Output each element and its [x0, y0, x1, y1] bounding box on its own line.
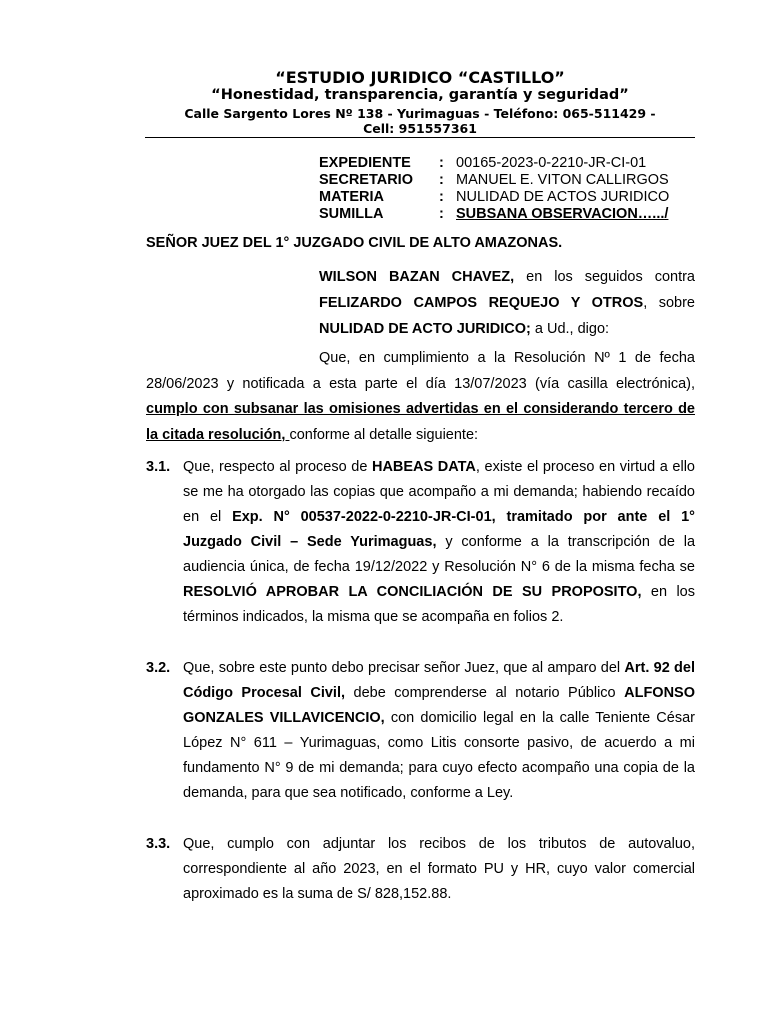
item-body	[183, 832, 695, 907]
body-paragraph	[146, 346, 695, 448]
paragraph-text: Que, en cumplimiento a la Resolución Nº 1 de fecha 28/06/2023 y notificada a esta parte el día 13/07/2023 (vía casilla electrónica),	[146, 350, 695, 392]
item-body	[183, 455, 695, 630]
item-bold-text: HABEAS DATA	[371, 459, 476, 475]
meta-colon: :	[439, 155, 444, 171]
intro-paragraph	[319, 264, 695, 342]
item-bold-text: RESOLVIÓ APROBAR LA CONCILIACIÓN DE SU PROPOSITO,	[183, 584, 642, 600]
defendant-name: FELIZARDO CAMPOS REQUEJO Y OTROS	[319, 295, 644, 311]
meta-key: MATERIA	[319, 189, 384, 205]
address-line-2: Cell: 951557361	[363, 121, 477, 136]
meta-key: EXPEDIENTE	[319, 155, 411, 171]
meta-value: MANUEL E. VITON CALLIRGOS	[456, 172, 669, 188]
matter-name: NULIDAD DE ACTO JURIDICO;	[319, 321, 531, 337]
item-text: y conforme a la transcripción de la audiencia única, de fecha 19/12/2022 y Resolución N° 6 de la misma fecha se	[183, 534, 696, 575]
meta-colon: :	[439, 189, 444, 205]
meta-key: SECRETARIO	[319, 172, 413, 188]
paragraph-emphasis: cumplo con subsanar las omisiones advertidas en el considerando tercero de la citada resolución,	[146, 401, 695, 443]
meta-value: SUBSANA OBSERVACION….../	[456, 206, 669, 222]
item-text: Que, cumplo con adjuntar los recibos de los tributos de autovaluo, correspondiente al año 2023, en el formato PU y HR, cuyo valor comercial aproximado es la suma de S/ 828,152.88.	[183, 836, 695, 902]
meta-row-materia	[319, 189, 669, 206]
intro-text: en los seguidos contra	[514, 269, 695, 285]
firm-address	[145, 106, 695, 136]
meta-value: 00165-2023-0-2210-JR-CI-01	[456, 155, 647, 171]
intro-text: a Ud., digo:	[530, 321, 610, 337]
firm-motto: “Honestidad, transparencia, garantía y seguridad”	[211, 87, 629, 103]
item-text: debe comprenderse al notario Público	[345, 685, 625, 701]
item-text: en los términos indicados, la misma que se acompaña en folios 2.	[183, 584, 695, 625]
item-number: 3.1.	[146, 459, 171, 475]
meta-key: SUMILLA	[319, 206, 384, 222]
paragraph-text: conforme al detalle siguiente:	[289, 426, 479, 443]
address-line-1: Calle Sargento Lores Nº 138 - Yurimaguas - Teléfono: 065-511429 -	[184, 106, 656, 121]
firm-name: “ESTUDIO JURIDICO “CASTILLO”	[275, 68, 565, 87]
intro-text: , sobre	[643, 295, 695, 311]
item-text: Que, respecto al proceso de	[183, 459, 372, 475]
plaintiff-name: WILSON BAZAN CHAVEZ,	[319, 269, 515, 285]
item-bold-text: Art. 92 del Código Procesal Civil,	[183, 660, 695, 701]
item-number: 3.2.	[146, 660, 171, 676]
header-divider	[145, 137, 695, 138]
item-bold-text: Exp. N° 00537-2022-0-2210-JR-CI-01, tramitado por ante el 1° Juzgado Civil – Sede Yurimaguas,	[183, 509, 695, 550]
meta-row-secretario	[319, 172, 669, 189]
item-text: con domicilio legal en la calle Teniente César López N° 611 – Yurimaguas, como Litis consorte pasivo, de acuerdo a mi fundamento N° 9 de mi demanda; para cuyo efecto acompaño una copia de la demanda, para que sea notificado, conforme a Ley.	[183, 710, 695, 801]
case-metadata	[319, 155, 669, 223]
meta-colon: :	[439, 206, 444, 222]
meta-value: NULIDAD DE ACTOS JURIDICO	[456, 189, 670, 205]
item-text: Que, sobre este punto debo precisar señor Juez, que al amparo del	[183, 660, 625, 676]
addressee-heading: SEÑOR JUEZ DEL 1° JUZGADO CIVIL DE ALTO AMAZONAS.	[146, 235, 563, 251]
meta-row-sumilla	[319, 206, 669, 223]
numbered-item-3-2	[146, 656, 695, 806]
meta-row-expediente	[319, 155, 669, 172]
meta-colon: :	[439, 172, 444, 188]
numbered-item-3-3	[146, 832, 695, 907]
item-body	[183, 656, 695, 806]
item-text: , existe el proceso en virtud a ello se me ha otorgado las copias que acompaño a mi demanda; habiendo recaído en el	[183, 459, 695, 525]
item-number: 3.3.	[146, 836, 171, 852]
item-bold-text: ALFONSO GONZALES VILLAVICENCIO,	[183, 685, 696, 726]
numbered-item-3-1	[146, 455, 695, 630]
